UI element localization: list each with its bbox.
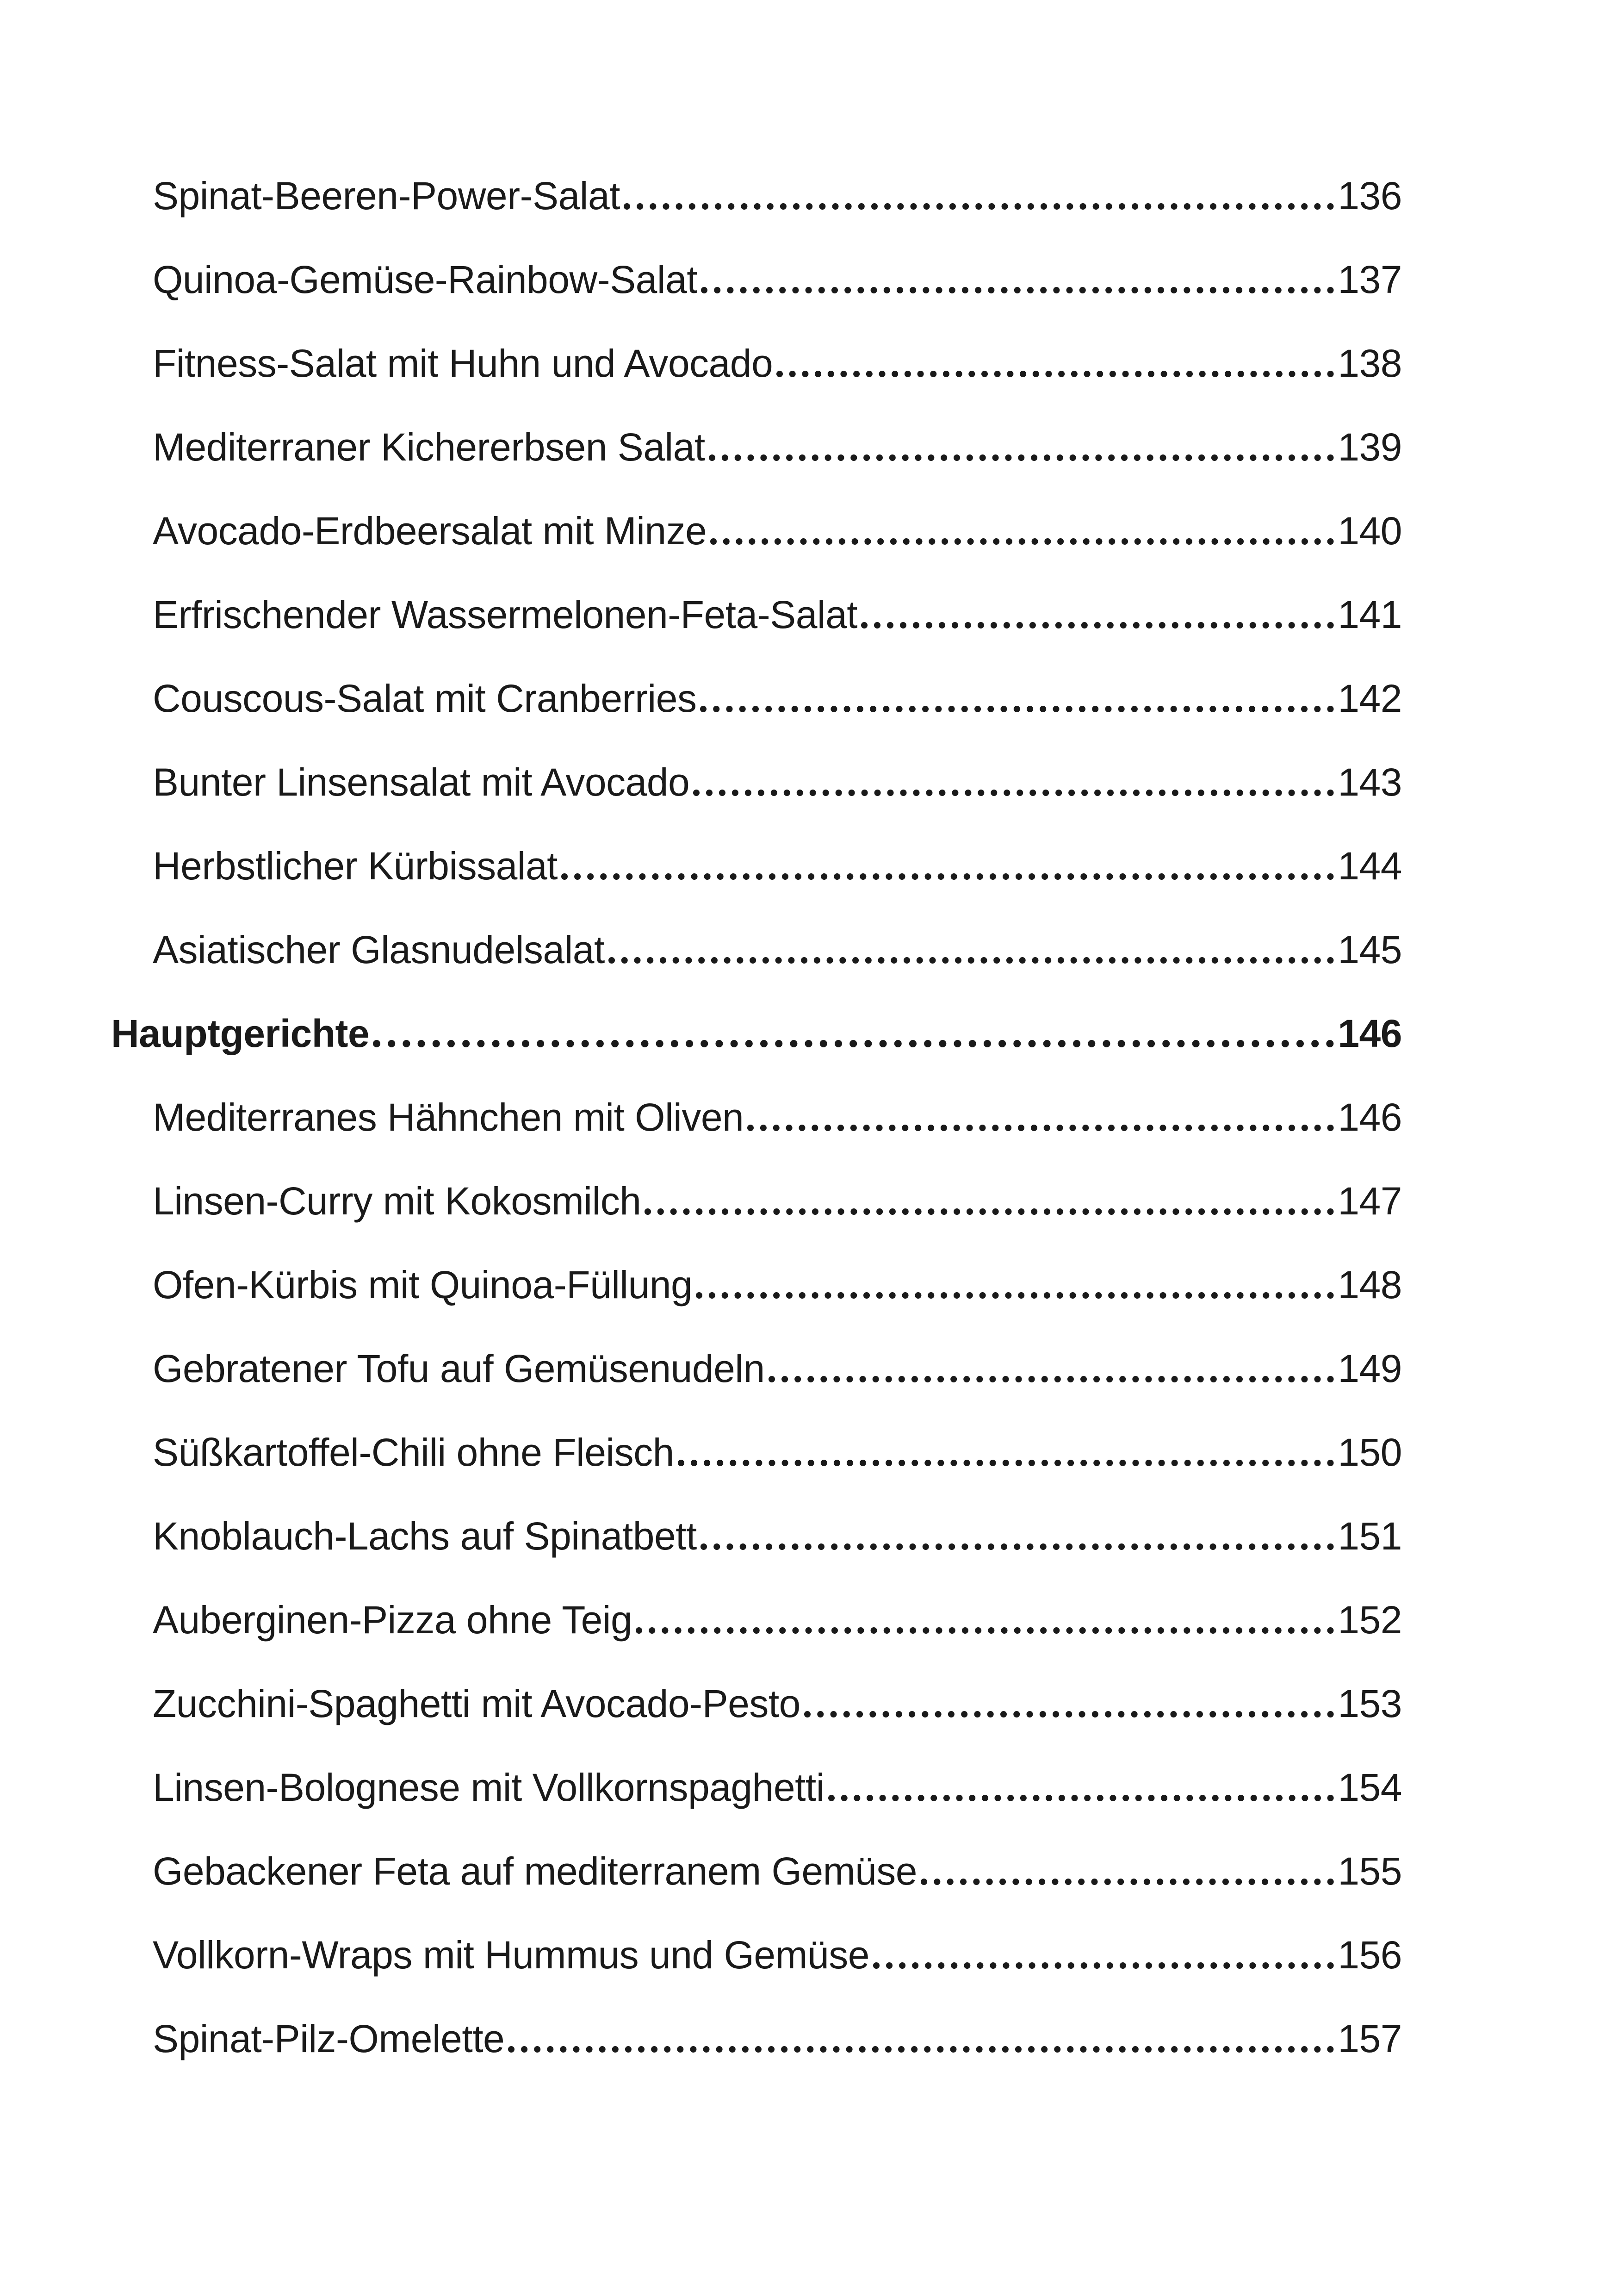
toc-entry-title: Süßkartoffel-Chili ohne Fleisch bbox=[153, 1431, 674, 1474]
toc-entry-title: Gebratener Tofu auf Gemüsenudeln bbox=[153, 1347, 765, 1390]
toc-entry-title: Hauptgerichte bbox=[111, 1012, 370, 1055]
dot-leader bbox=[645, 1208, 1334, 1215]
toc-section-heading bbox=[111, 983, 1402, 1053]
toc-page-number: 140 bbox=[1338, 509, 1402, 553]
toc-entry bbox=[153, 1151, 1402, 1223]
toc-entry-title: Ofen-Kürbis mit Quinoa-Füllung bbox=[153, 1263, 693, 1307]
toc-page-number: 155 bbox=[1338, 1849, 1402, 1893]
toc-page-number: 150 bbox=[1338, 1431, 1402, 1474]
toc-entry bbox=[153, 816, 1402, 888]
toc-page-number: 156 bbox=[1338, 1933, 1402, 1977]
toc-entry bbox=[153, 1905, 1402, 1977]
dot-leader bbox=[804, 1711, 1334, 1717]
toc-page-number: 151 bbox=[1338, 1514, 1402, 1558]
toc-entry-title: Linsen-Bolognese mit Vollkornspaghetti bbox=[153, 1766, 824, 1809]
toc-entry bbox=[153, 397, 1402, 467]
toc-entry-title: Vollkorn-Wraps mit Hummus und Gemüse bbox=[153, 1933, 869, 1977]
toc-page-number: 141 bbox=[1338, 593, 1402, 636]
toc-entry bbox=[153, 481, 1402, 553]
toc-entry bbox=[153, 1570, 1402, 1642]
dot-leader bbox=[508, 2046, 1334, 2053]
toc-entry-title: Spinat-Beeren-Power-Salat bbox=[153, 174, 620, 218]
toc-page-number: 157 bbox=[1338, 2017, 1402, 2060]
toc-entry-title: Linsen-Curry mit Kokosmilch bbox=[153, 1179, 641, 1223]
toc-entry bbox=[153, 146, 1402, 218]
toc-page-number: 152 bbox=[1338, 1598, 1402, 1642]
toc-entry bbox=[153, 1067, 1402, 1137]
dot-leader bbox=[678, 1460, 1334, 1466]
dot-leader bbox=[561, 873, 1334, 880]
toc-page-number: 144 bbox=[1338, 844, 1402, 888]
dot-leader bbox=[624, 203, 1334, 210]
toc-page-number: 138 bbox=[1338, 342, 1402, 385]
toc-entry-title: Knoblauch-Lachs auf Spinatbett bbox=[153, 1514, 697, 1558]
dot-leader bbox=[636, 1627, 1334, 1634]
toc-entry bbox=[153, 648, 1402, 718]
toc-entry bbox=[153, 1989, 1402, 2058]
toc-entry-title: Avocado-Erdbeersalat mit Minze bbox=[153, 509, 707, 553]
toc-entry-title: Gebackener Feta auf mediterranem Gemüse bbox=[153, 1849, 917, 1893]
toc-page-number: 136 bbox=[1338, 174, 1402, 218]
toc-entry bbox=[153, 1654, 1402, 1723]
toc-page-number: 147 bbox=[1338, 1179, 1402, 1223]
toc-entry-title: Mediterraner Kichererbsen Salat bbox=[153, 425, 705, 469]
toc-entry bbox=[153, 1737, 1402, 1807]
toc-entry bbox=[153, 732, 1402, 802]
toc-entry-title: Spinat-Pilz-Omelette bbox=[153, 2017, 505, 2060]
toc-entry-title: Bunter Linsensalat mit Avocado bbox=[153, 760, 690, 804]
dot-leader bbox=[776, 371, 1334, 377]
toc-entry bbox=[153, 1319, 1402, 1388]
dot-leader bbox=[828, 1795, 1334, 1801]
toc-page-number: 145 bbox=[1338, 928, 1402, 971]
toc-entry-title: Asiatischer Glasnudelsalat bbox=[153, 928, 605, 971]
toc-entry-title: Couscous-Salat mit Cranberries bbox=[153, 677, 697, 720]
toc-page-number: 142 bbox=[1338, 677, 1402, 720]
toc-page-number: 154 bbox=[1338, 1766, 1402, 1809]
toc-entry bbox=[153, 900, 1402, 969]
toc-page-number: 153 bbox=[1338, 1682, 1402, 1725]
toc-entry bbox=[153, 1486, 1402, 1556]
toc-entry bbox=[153, 1821, 1402, 1891]
dot-leader bbox=[921, 1879, 1334, 1885]
toc-entry-title: Zucchini-Spaghetti mit Avocado-Pesto bbox=[153, 1682, 800, 1725]
toc-entry bbox=[153, 1235, 1402, 1307]
toc-entry-title: Erfrischender Wassermelonen-Feta-Salat bbox=[153, 593, 858, 636]
toc-entry-title: Fitness-Salat mit Huhn und Avocado bbox=[153, 342, 773, 385]
dot-leader bbox=[861, 622, 1334, 628]
toc-page-number: 139 bbox=[1338, 425, 1402, 469]
toc-entry-title: Quinoa-Gemüse-Rainbow-Salat bbox=[153, 258, 698, 301]
toc-entry bbox=[153, 230, 1402, 299]
toc-page-number: 143 bbox=[1338, 760, 1402, 804]
toc-entry-title: Auberginen-Pizza ohne Teig bbox=[153, 1598, 632, 1642]
dot-leader bbox=[693, 790, 1334, 796]
dot-leader bbox=[709, 454, 1334, 461]
dot-leader bbox=[373, 1040, 1334, 1047]
dot-leader bbox=[608, 957, 1334, 964]
dot-leader bbox=[769, 1376, 1334, 1382]
toc-page-number: 148 bbox=[1338, 1263, 1402, 1307]
toc-entry bbox=[153, 313, 1402, 383]
dot-leader bbox=[701, 1543, 1334, 1550]
toc-page-number: 146 bbox=[1338, 1095, 1402, 1139]
toc-entry bbox=[153, 1402, 1402, 1472]
dot-leader bbox=[700, 706, 1334, 712]
toc-page-number: 137 bbox=[1338, 258, 1402, 301]
toc-entry-title: Herbstlicher Kürbissalat bbox=[153, 844, 558, 888]
toc-entry-title: Mediterranes Hähnchen mit Oliven bbox=[153, 1095, 744, 1139]
toc-entry bbox=[153, 565, 1402, 634]
dot-leader bbox=[710, 538, 1334, 545]
dot-leader bbox=[701, 287, 1334, 293]
toc-page-number: 149 bbox=[1338, 1347, 1402, 1390]
dot-leader bbox=[696, 1292, 1334, 1299]
toc-page-number: 146 bbox=[1338, 1012, 1402, 1055]
dot-leader bbox=[747, 1125, 1334, 1131]
dot-leader bbox=[873, 1962, 1334, 1969]
